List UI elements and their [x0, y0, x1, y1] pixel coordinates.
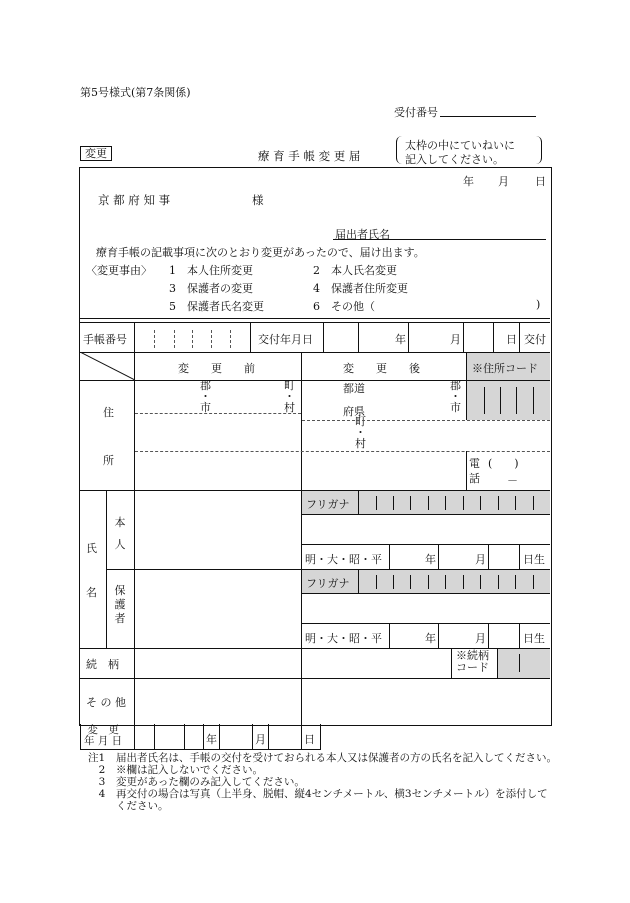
reason-5[interactable]: 5 保護者氏名変更 [169, 300, 264, 313]
cell-line [154, 724, 155, 749]
cell-line [376, 496, 377, 510]
cell-line [203, 724, 204, 749]
address-label-top: 住 [103, 406, 114, 419]
mura-text: 村 [355, 437, 366, 450]
form-number: 第5号様式(第7条関係) [80, 86, 191, 99]
reason-2[interactable]: 2 本人氏名変更 [313, 264, 397, 277]
furigana-label-self: フリガナ [306, 498, 350, 511]
cell-line [480, 496, 481, 510]
relation-label: 続 柄 [86, 658, 119, 671]
change-day: 日 [304, 733, 315, 746]
digit-divider [154, 330, 155, 348]
after-gun-shi [450, 380, 461, 413]
issue-type-label: 交付 [524, 333, 546, 346]
cell-line [488, 623, 489, 648]
cell-line [533, 387, 534, 414]
addr-code-box [467, 381, 550, 420]
cell-line [466, 451, 467, 490]
reason-1[interactable]: 1 本人住所変更 [169, 264, 253, 277]
address-field-after-1[interactable] [302, 420, 550, 421]
machi-text: 町 [355, 415, 366, 428]
reason-6-close: ) [536, 298, 541, 311]
cell-line [358, 570, 359, 593]
receipt-number-label: 受付番号 [394, 106, 438, 119]
cell-line [410, 575, 411, 589]
cell-line [498, 496, 499, 510]
header-before: 変 更 前 [178, 362, 255, 375]
relation-code-box [497, 649, 550, 678]
cell-line [219, 724, 220, 749]
cell-line [428, 496, 429, 510]
cell-line [516, 387, 517, 414]
address-label-bottom: 所 [103, 454, 114, 467]
digit-divider [230, 330, 231, 348]
digit-divider [174, 330, 175, 348]
reason-label: 〈変更事由〉 [86, 264, 152, 277]
cell-line [134, 322, 135, 352]
header-after: 変 更 後 [343, 362, 420, 375]
note-2 [88, 764, 558, 776]
note-text: 再交付の場合は写真（上半身、脱帽、縦4センチメートル、横3センチメートル）を添付してください。 [116, 788, 548, 812]
self-month: 月 [475, 553, 486, 566]
issue-year-label: 年 [395, 333, 406, 346]
cell-line [533, 575, 534, 589]
note-text: ※欄は記入しないでください。 [116, 764, 263, 776]
note-text: 変更があった欄のみ記入してください。 [116, 776, 305, 788]
address-field-before-1[interactable] [135, 413, 301, 414]
change-tag: 変更 [80, 146, 112, 161]
issue-month-label: 月 [450, 333, 461, 346]
note-number: 4 [98, 788, 106, 800]
cell-line [410, 496, 411, 510]
change-year: 年 [206, 733, 217, 746]
digit-divider [211, 330, 212, 348]
date-month: 月 [498, 175, 509, 188]
cell-line [515, 575, 516, 589]
dot: ・ [284, 390, 295, 403]
issue-day-label: 日 [506, 333, 517, 346]
note-3 [88, 776, 558, 788]
guardian-year: 年 [425, 632, 436, 645]
cell-line [250, 322, 251, 352]
cell-line [323, 322, 324, 352]
cell-line [488, 544, 489, 569]
before-machi-mura [284, 380, 295, 413]
cell-line [389, 544, 390, 569]
cell-line [497, 648, 498, 678]
receipt-number-field[interactable] [440, 116, 536, 117]
cell-line [393, 496, 394, 510]
relation-code-line2: コード [456, 661, 489, 674]
name-label-top: 氏 [86, 542, 97, 555]
shi-text: 市 [450, 401, 461, 414]
cell-line [445, 575, 446, 589]
cell-line [134, 648, 135, 724]
furigana-label-guardian: フリガナ [306, 577, 350, 590]
separator [302, 544, 550, 545]
instruction-line2: 記入してください。 [405, 153, 504, 166]
dot: ・ [355, 426, 366, 439]
cell-line [134, 724, 135, 749]
shi-text: 市 [200, 401, 211, 414]
cell-line [463, 575, 464, 589]
dot: ・ [450, 390, 461, 403]
cell-line [519, 544, 520, 569]
cell-line [408, 322, 409, 352]
cell-line [389, 623, 390, 648]
addressee: 京 都 府 知 事 [98, 193, 171, 207]
reason-6[interactable]: 6 その他（ [313, 300, 375, 313]
cell-line [438, 544, 439, 569]
gun-text: 郡 [450, 379, 461, 392]
diagonal-line [80, 352, 135, 380]
separator [302, 623, 550, 624]
note-number: 2 [98, 764, 106, 776]
issue-date-label: 交付年月日 [258, 333, 313, 346]
tel-label [469, 456, 480, 486]
separator [80, 322, 550, 323]
form-title: 療 育 手 帳 変 更 届 [258, 149, 361, 163]
cell-line [445, 496, 446, 510]
guardian-birth: 日生 [523, 632, 545, 645]
relation-code-line1: ※続柄 [456, 649, 489, 662]
cell-line [515, 496, 516, 510]
reason-3[interactable]: 3 保護者の変更 [169, 282, 253, 295]
address-field-2[interactable] [135, 451, 550, 452]
cell-line [480, 575, 481, 589]
cell-line [438, 623, 439, 648]
applicant-name-field[interactable] [333, 239, 546, 240]
digit-divider [192, 330, 193, 348]
guardian-era[interactable]: 明・大・昭・平 [305, 632, 382, 645]
separator [302, 593, 550, 594]
cell-line [463, 322, 464, 352]
dot: ・ [200, 390, 211, 403]
reason-4[interactable]: 4 保護者住所変更 [313, 282, 408, 295]
cell-line [519, 654, 520, 672]
notes [88, 752, 558, 812]
separator [302, 514, 550, 515]
other-label: そ の 他 [86, 696, 126, 709]
mura-text: 村 [284, 401, 295, 414]
guardian-month: 月 [475, 632, 486, 645]
change-date-line2: 年 月 日 [84, 735, 123, 747]
after-fuken: 府県 [343, 405, 365, 418]
tel-dash: － [507, 474, 518, 487]
self-era[interactable]: 明・大・昭・平 [305, 553, 382, 566]
note-1 [88, 752, 558, 764]
cell-line [134, 352, 135, 490]
cell-line [252, 724, 253, 749]
notebook-no-label: 手帳番号 [83, 333, 127, 346]
change-month: 月 [255, 733, 266, 746]
date-day: 日 [535, 175, 546, 188]
cell-line [268, 724, 269, 749]
guardian-label: 保護者 [114, 584, 126, 625]
note-text: 届出者氏名は、手帳の交付を受けておられる本人又は保護者の方の氏名を記入してください。 [116, 752, 557, 764]
addressee-sama: 様 [252, 193, 264, 207]
cell-line [498, 575, 499, 589]
cell-line [493, 322, 494, 352]
cell-line [184, 724, 185, 749]
self-label: 本人 [114, 516, 126, 551]
cell-line [393, 575, 394, 589]
self-year: 年 [425, 553, 436, 566]
cell-line [463, 496, 464, 510]
cell-line [428, 575, 429, 589]
applicant-name-label: 届出者氏名 [335, 228, 390, 241]
cell-line [484, 387, 485, 414]
cell-line [533, 496, 534, 510]
center-line [301, 352, 302, 724]
cell-line [358, 322, 359, 352]
cell-line [519, 322, 520, 352]
machi-text: 町 [284, 379, 295, 392]
name-label-bottom: 名 [86, 586, 97, 599]
separator [80, 318, 550, 319]
after-todo: 都道 [343, 382, 365, 395]
statement: 療育手帳の記載事項に次のとおり変更があったので、届け出ます。 [96, 246, 425, 259]
self-birth: 日生 [523, 553, 545, 566]
note-number: 注1 [88, 752, 106, 764]
before-gun-shi [200, 380, 211, 413]
instruction-line1: 太枠の中にていねいに [405, 139, 515, 152]
cell-line [500, 387, 501, 414]
cell-line [358, 491, 359, 514]
separator [80, 678, 550, 679]
change-date-line1: 変 更 [87, 724, 119, 736]
relation-code-label [456, 650, 489, 674]
tel-char: 話 [469, 472, 480, 485]
cell-line [451, 648, 452, 678]
cell-line [519, 623, 520, 648]
change-date-label [84, 725, 122, 747]
date-year: 年 [463, 175, 474, 188]
note-4 [88, 788, 558, 812]
cell-line [301, 724, 302, 749]
gun-text: 郡 [200, 379, 211, 392]
tel-paren[interactable]: ( ) [488, 457, 519, 470]
note-number: 3 [98, 776, 106, 788]
tel-char: 電 [469, 457, 480, 470]
cell-line [376, 575, 377, 589]
header-addr-code: ※住所コード [472, 362, 538, 375]
